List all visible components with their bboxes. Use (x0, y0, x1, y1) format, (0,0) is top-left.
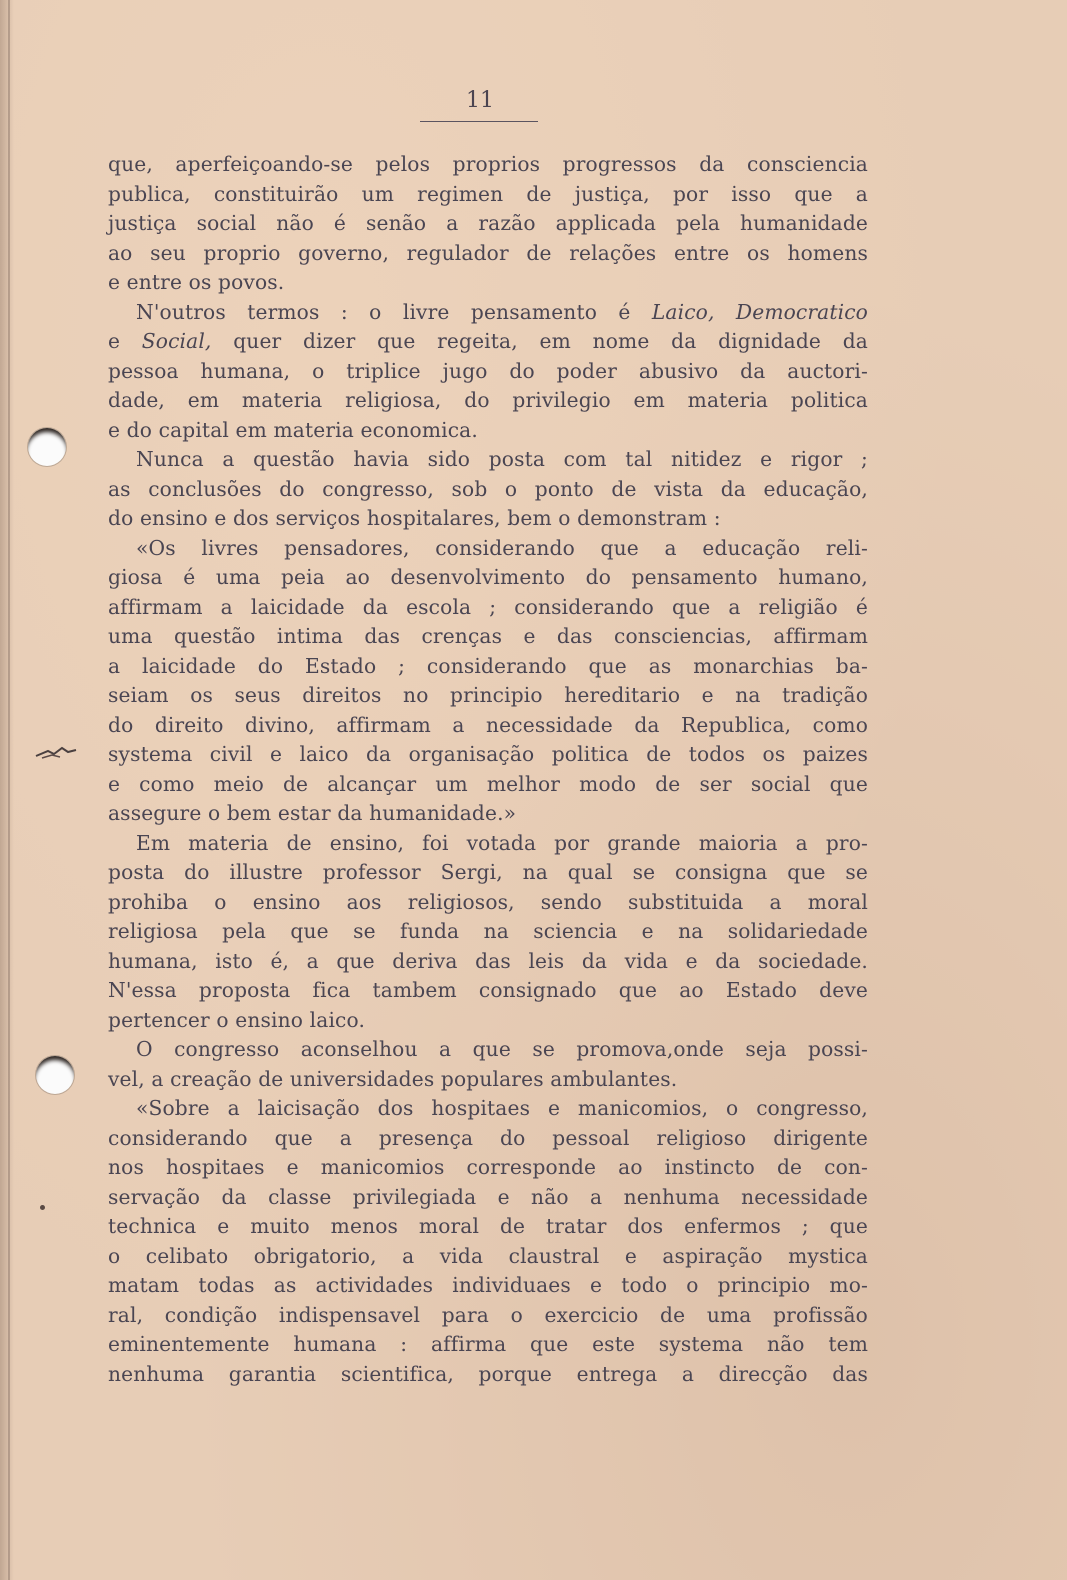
text-line: posta do illustre professor Sergi, na qual se consigna que se (108, 860, 868, 884)
text-line: do direito divino, affirmam a necessidade da Republica, como (108, 712, 868, 737)
text-line: «Os livres pensadores, considerando que a educação reli- (136, 535, 868, 560)
text-line (108, 327, 868, 357)
text-line: seiam os seus direitos no principio hereditario e na tradição (108, 683, 868, 707)
text-line: a laicidade do Estado ; considerando que as monarchias ba- (108, 653, 868, 678)
text-line: considerando que a presença do pessoal religioso dirigente (108, 1125, 868, 1150)
text-line: matam todas as actividades individuaes e todo o principio mo- (108, 1273, 868, 1297)
text-line: ao seu proprio governo, regulador de relações entre os homens (108, 240, 868, 265)
text-line: e do capital em materia economica. (108, 417, 478, 442)
text-line: vel, a creação de universidades populares ambulantes. (108, 1066, 678, 1091)
text-line: do ensino e dos serviços hospitalares, bem o demonstram : (108, 506, 721, 530)
punch-hole-bottom (36, 1056, 74, 1094)
text-line: Em materia de ensino, foi votada por grande maioria a pro- (136, 830, 868, 855)
text-line: nos hospitaes e manicomios corresponde ao instincto de con- (108, 1155, 868, 1179)
text-line: e entre os povos. (108, 270, 285, 294)
text-line: pertencer o ensino laico. (108, 1007, 366, 1032)
text-line: «Sobre a laicisação dos hospitaes e manicomios, o congresso, (136, 1096, 868, 1120)
text-segment: e (108, 329, 142, 353)
text-segment: N'outros termos : o livre pensamento é (136, 299, 652, 324)
text-line: O congresso aconselhou a que se promova,onde seja possi- (136, 1037, 868, 1061)
binding-edge-shadow (0, 0, 14, 1580)
ink-dot-mark (40, 1205, 45, 1210)
text-line: affirmam a laicidade da escola ; considerando que a religião é (108, 594, 868, 619)
text-line: Nunca a questão havia sido posta com tal nitidez e rigor ; (136, 447, 868, 471)
page-number-rule (420, 121, 538, 122)
text-line: e como meio de alcançar um melhor modo de ser social que (108, 771, 868, 796)
text-line: uma questão intima das crenças e das consciencias, affirmam (108, 624, 868, 648)
punch-hole-top (28, 428, 66, 466)
text-line: publica, constituirão um regimen de justiça, por isso que a (108, 181, 868, 206)
text-line: as conclusões do congresso, sob o ponto de vista da educação, (108, 476, 868, 501)
text-segment: quer dizer que regeita, em nome da dignidade da (211, 329, 868, 353)
body-text (108, 150, 868, 1389)
text-line: technica e muito menos moral de tratar dos enfermos ; que (108, 1214, 868, 1238)
text-line: N'essa proposta fica tambem consignado que ao Estado deve (108, 978, 868, 1002)
text-line: eminentemente humana : affirma que este systema não tem (108, 1332, 868, 1356)
text-line: o celibato obrigatorio, a vida claustral e aspiração mystica (108, 1243, 868, 1268)
italic-segment: Laico, Democratico (651, 299, 868, 324)
text-line: justiça social não é senão a razão applicada pela humanidade (108, 211, 868, 235)
text-line: religiosa pela que se funda na sciencia e na solidariedade (108, 919, 868, 943)
text-line (108, 298, 868, 328)
text-line: que, aperfeiçoando-se pelos proprios progressos da consciencia (108, 152, 868, 176)
page-number: 11 (466, 88, 494, 113)
ink-smudge-mark (34, 746, 78, 760)
text-line: prohiba o ensino aos religiosos, sendo substituida a moral (108, 889, 868, 914)
text-line: nenhuma garantia scientifica, porque entrega a direcção das (108, 1361, 868, 1386)
text-line: servação da classe privilegiada e não a nenhuma necessidade (108, 1184, 868, 1209)
text-line: dade, em materia religiosa, do privilegio em materia politica (108, 388, 868, 412)
text-line: giosa é uma peia ao desenvolvimento do pensamento humano, (108, 565, 868, 589)
text-line: pessoa humana, o triplice jugo do poder abusivo da auctori- (108, 358, 868, 383)
text-line: systema civil e laico da organisação politica de todos os paizes (108, 742, 868, 766)
italic-segment: Social, (141, 329, 212, 353)
text-line: assegure o bem estar da humanidade.» (108, 801, 517, 825)
binding-spine-line (8, 0, 10, 1580)
text-line: ral, condição indispensavel para o exercicio de uma profissão (108, 1302, 868, 1327)
text-line: humana, isto é, a que deriva das leis da vida e da sociedade. (108, 948, 868, 973)
